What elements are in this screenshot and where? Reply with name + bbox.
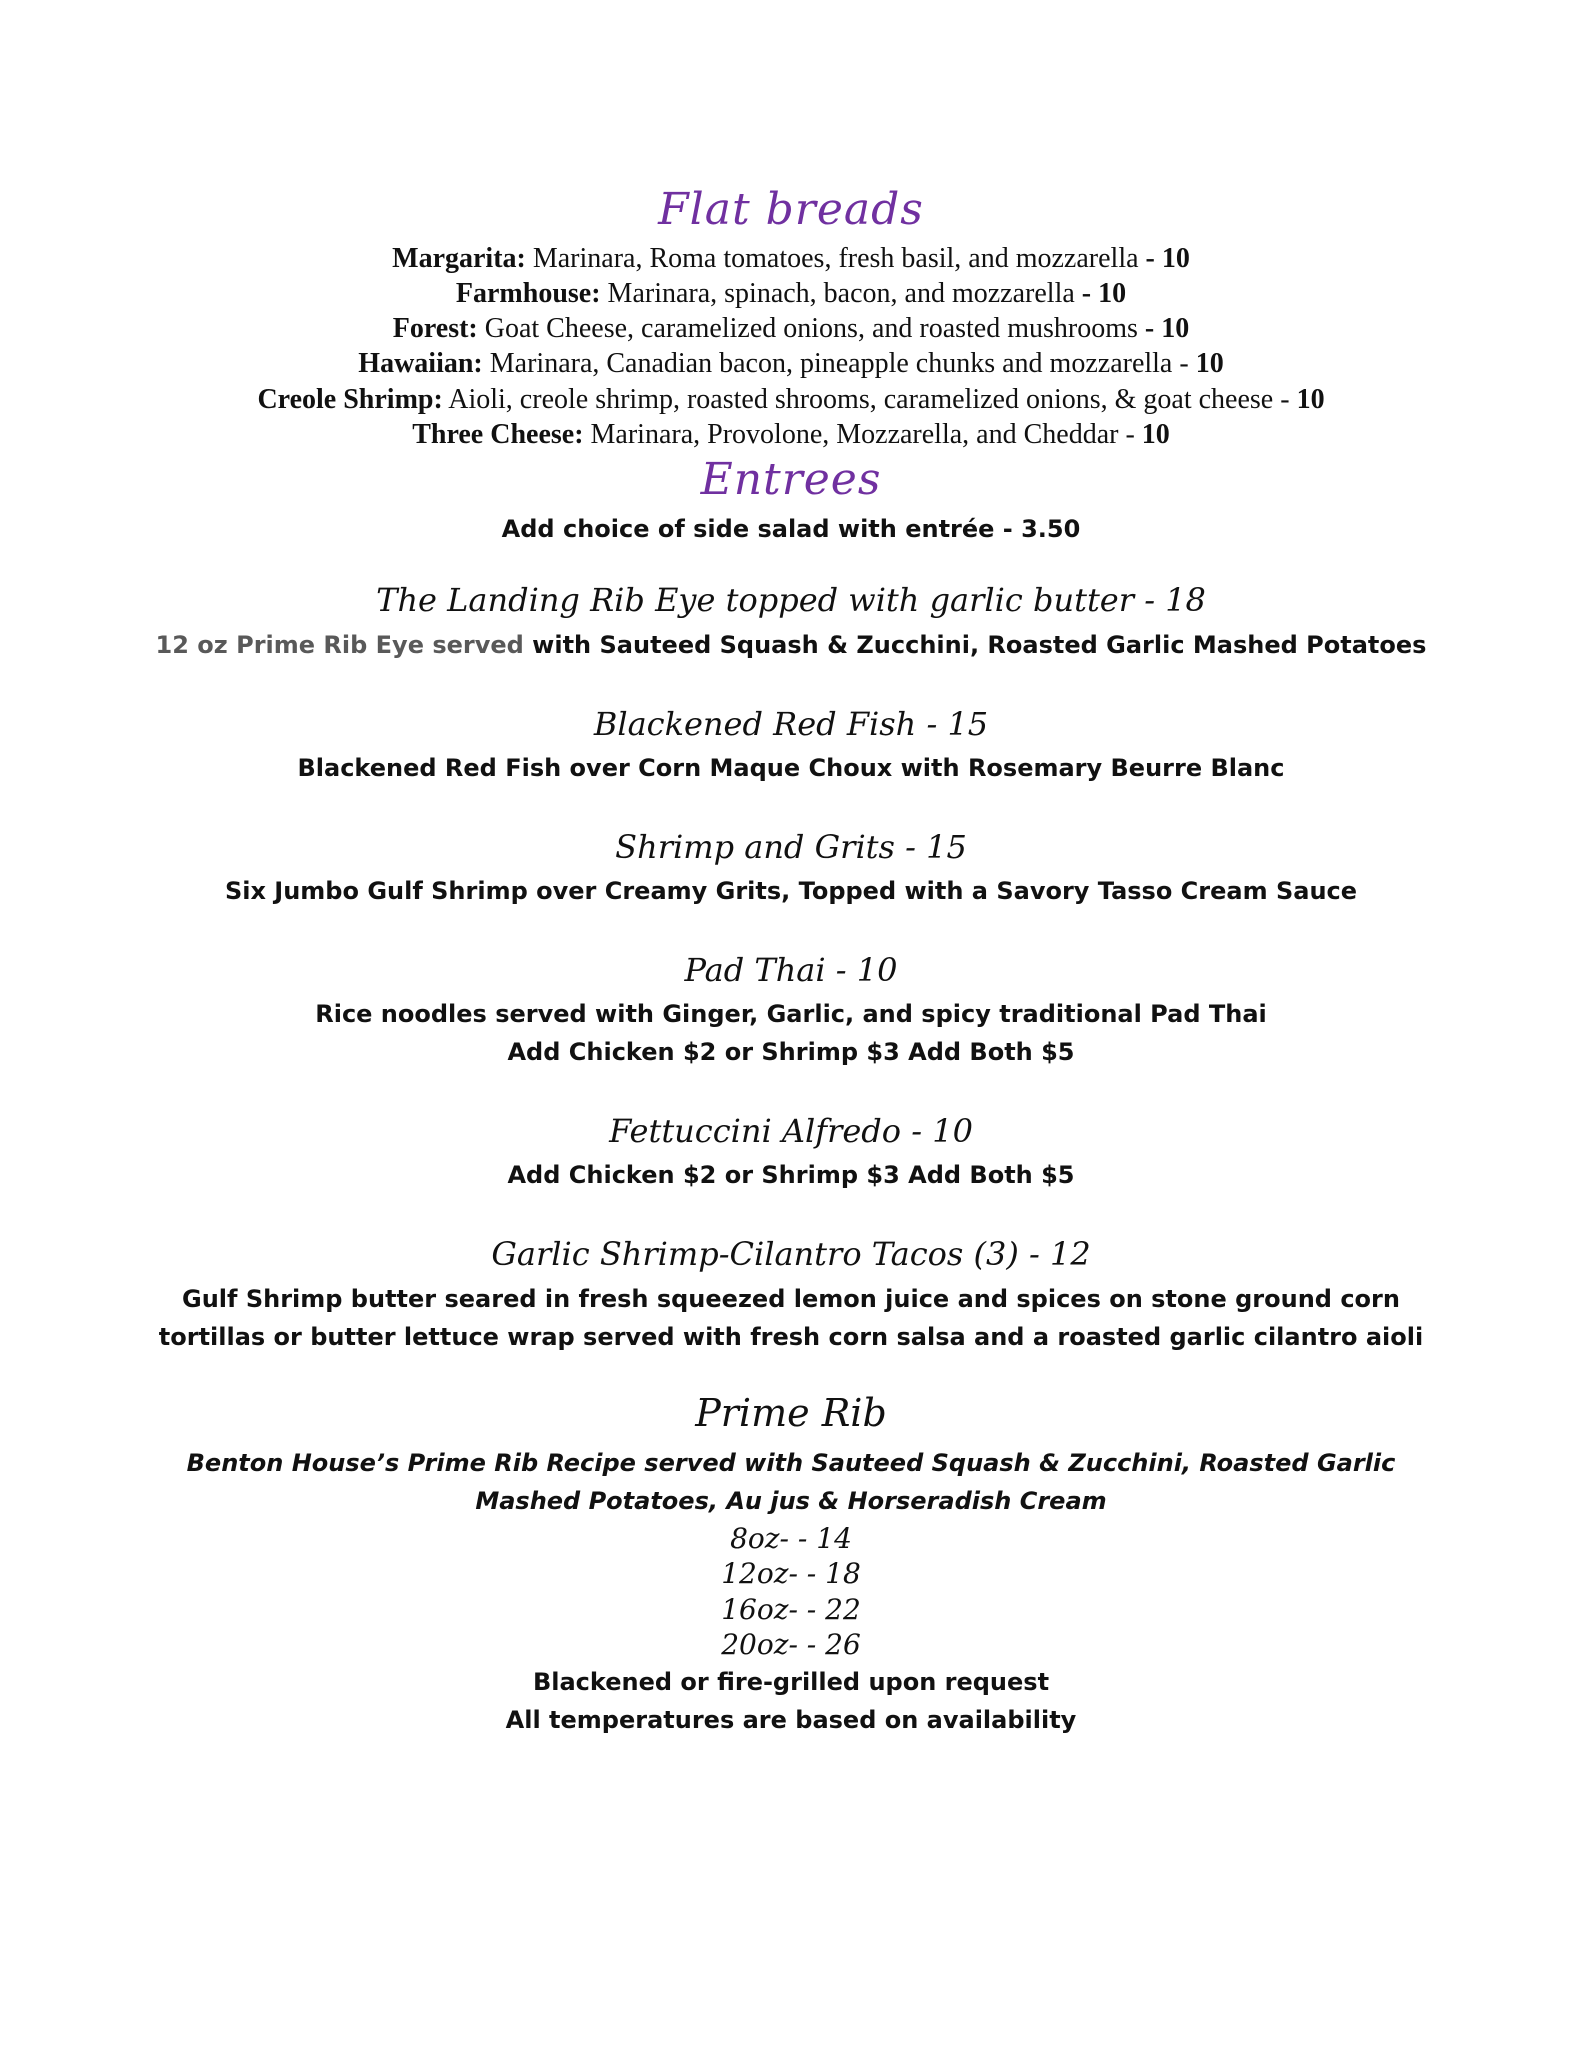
- prime-rib-price: 8oz- - 14: [730, 1522, 852, 1555]
- dish-title: Fettuccini Alfredo - 10: [609, 1112, 973, 1150]
- dish-title: Pad Thai - 10: [684, 951, 898, 989]
- prime-rib-description: Benton House’s Prime Rib Recipe served with Sauteed Squash & Zucchini, Roasted Garlic: [186, 1449, 1396, 1477]
- prime-rib-note: Blackened or fire-grilled upon request: [532, 1668, 1050, 1696]
- flatbread-name: Hawaiian:: [358, 348, 483, 379]
- prime-rib-description: Mashed Potatoes, Au jus & Horseradish Cream: [475, 1487, 1107, 1515]
- flatbread-desc: Goat Cheese, caramelized onions, and roasted mushrooms: [477, 313, 1145, 344]
- prime-rib-note: All temperatures are based on availability: [505, 1706, 1077, 1734]
- flatbread-item: [0, 347, 1582, 381]
- prime-rib-price: 16oz- - 22: [721, 1593, 861, 1626]
- flatbread-item: [0, 418, 1582, 452]
- dish-description: Six Jumbo Gulf Shrimp over Creamy Grits, Topped with a Savory Tasso Cream Sauce: [224, 877, 1358, 905]
- prime-rib-price: 20oz- - 26: [721, 1628, 861, 1661]
- flatbread-desc: Marinara, Canadian bacon, pineapple chunks and mozzarella -: [482, 348, 1196, 379]
- flatbread-price: - 10: [1081, 278, 1127, 309]
- flatbread-item: [0, 277, 1582, 311]
- flatbread-desc: Aioli, creole shrimp, roasted shrooms, caramelized onions, & goat cheese -: [442, 384, 1297, 415]
- flatbread-name: Margarita:: [392, 243, 526, 274]
- flatbread-price: - 10: [1144, 313, 1190, 344]
- prime-rib-price: 12oz- - 18: [721, 1557, 861, 1590]
- entrees-note: Add choice of side salad with entrée - 3.50: [501, 515, 1081, 543]
- flatbread-price: 10: [1296, 384, 1325, 415]
- flatbread-item: [0, 242, 1582, 276]
- dish-description-grey: 12 oz Prime Rib Eye served: [155, 631, 524, 659]
- dish-description: [0, 630, 1582, 660]
- flatbread-item: [0, 383, 1582, 417]
- dish-description: Add Chicken $2 or Shrimp $3 Add Both $5: [507, 1038, 1075, 1066]
- prime-rib-title: Prime Rib: [695, 1391, 887, 1435]
- dish-title: Garlic Shrimp-Cilantro Tacos (3) - 12: [491, 1235, 1091, 1273]
- flatbreads-title: Flat breads: [658, 184, 924, 235]
- flatbread-price: 10: [1141, 419, 1170, 450]
- dish-description: Add Chicken $2 or Shrimp $3 Add Both $5: [507, 1161, 1075, 1189]
- flatbread-desc: Marinara, Roma tomatoes, fresh basil, and mozzarella: [525, 243, 1146, 274]
- flatbread-desc: Marinara, spinach, bacon, and mozzarella: [600, 278, 1082, 309]
- dish-description: tortillas or butter lettuce wrap served with fresh corn salsa and a roasted garlic cilantro aioli: [158, 1323, 1424, 1351]
- dish-description: Rice noodles served with Ginger, Garlic, and spicy traditional Pad Thai: [315, 1000, 1267, 1028]
- dish-title: Blackened Red Fish - 15: [593, 705, 989, 743]
- flatbread-name: Three Cheese:: [412, 419, 584, 450]
- flatbread-name: Farmhouse:: [455, 278, 601, 309]
- flatbread-name: Forest:: [392, 313, 478, 344]
- flatbread-item: [0, 312, 1582, 346]
- flatbread-desc: Marinara, Provolone, Mozzarella, and Cheddar -: [583, 419, 1142, 450]
- flatbread-name: Creole Shrimp:: [257, 384, 443, 415]
- flatbread-price: - 10: [1145, 243, 1190, 274]
- entrees-title: Entrees: [700, 454, 882, 505]
- dish-description: Gulf Shrimp butter seared in fresh squeezed lemon juice and spices on stone ground corn: [182, 1285, 1400, 1313]
- dish-description: Blackened Red Fish over Corn Maque Choux with Rosemary Beurre Blanc: [297, 754, 1285, 782]
- dish-title: The Landing Rib Eye topped with garlic butter - 18: [376, 581, 1206, 619]
- flatbread-price: 10: [1195, 348, 1224, 379]
- dish-description-rest: with Sauteed Squash & Zucchini, Roasted Garlic Mashed Potatoes: [523, 631, 1427, 659]
- dish-title: Shrimp and Grits - 15: [615, 828, 967, 866]
